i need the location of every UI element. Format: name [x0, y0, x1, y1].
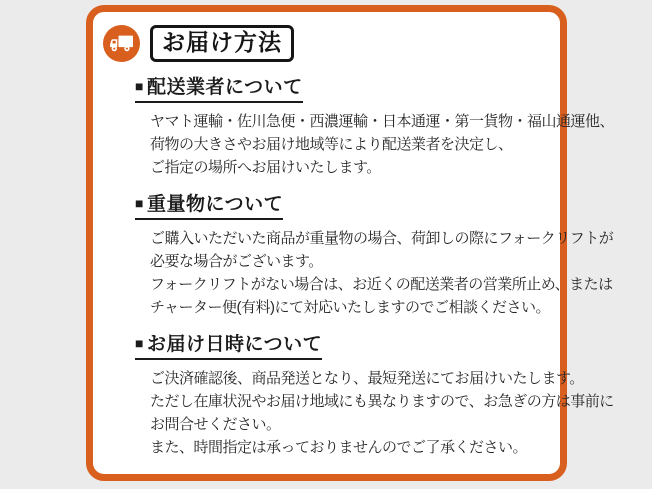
section-heavy-items-header: [135, 189, 283, 220]
body-line: ご指定の場所へお届けいたします。: [150, 159, 381, 176]
section-delivery-datetime: [135, 329, 614, 459]
section-heavy-items-body: [150, 227, 614, 319]
body-line: ご購入いただいた商品が重量物の場合、荷卸しの際にフォークリフトが: [150, 230, 614, 247]
panel-content: [93, 12, 615, 474]
body-line: また、時間指定は承っておりませんのでご了承ください。: [150, 439, 528, 456]
section-couriers-body: [150, 110, 615, 179]
body-line: チャーター便(有料)にて対応いたしますのでご相談ください。: [150, 299, 551, 316]
page-title: [150, 25, 294, 61]
section-delivery-datetime-header: [135, 329, 322, 360]
square-bullet-icon: ■: [135, 78, 144, 94]
section-delivery-datetime-body: [150, 367, 614, 459]
body-line: お問合せください。: [150, 416, 281, 433]
section-couriers: [135, 72, 615, 179]
section-couriers-title: 配送業者について: [146, 77, 303, 98]
body-line: フォークリフトがない場合は、お近くの配送業者の営業所止め、または: [150, 276, 613, 293]
page-title-text: お届け方法: [162, 29, 282, 56]
truck-icon: [103, 25, 140, 62]
section-delivery-datetime-title: お届け日時について: [146, 334, 323, 355]
body-line: ヤマト運輸・佐川急便・西濃運輸・日本通運・第一貨物・福山通運他、: [150, 113, 615, 130]
delivery-info-panel: [86, 5, 615, 481]
section-couriers-header: [135, 72, 303, 103]
body-line: ご決済確認後、商品発送となり、最短発送にてお届けいたします。: [150, 370, 584, 387]
body-line: ただし在庫状況やお届け地域にも異なりますので、お急ぎの方は事前に: [150, 393, 614, 410]
section-heavy-items: [135, 189, 614, 319]
body-line: 荷物の大きさやお届け地域等により配送業者を決定し、: [150, 136, 513, 153]
square-bullet-icon: ■: [135, 335, 144, 351]
body-line: 必要な場合がございます。: [150, 253, 323, 270]
section-heavy-items-title: 重量物について: [146, 194, 284, 215]
square-bullet-icon: ■: [135, 195, 144, 211]
title-row: [103, 25, 550, 62]
